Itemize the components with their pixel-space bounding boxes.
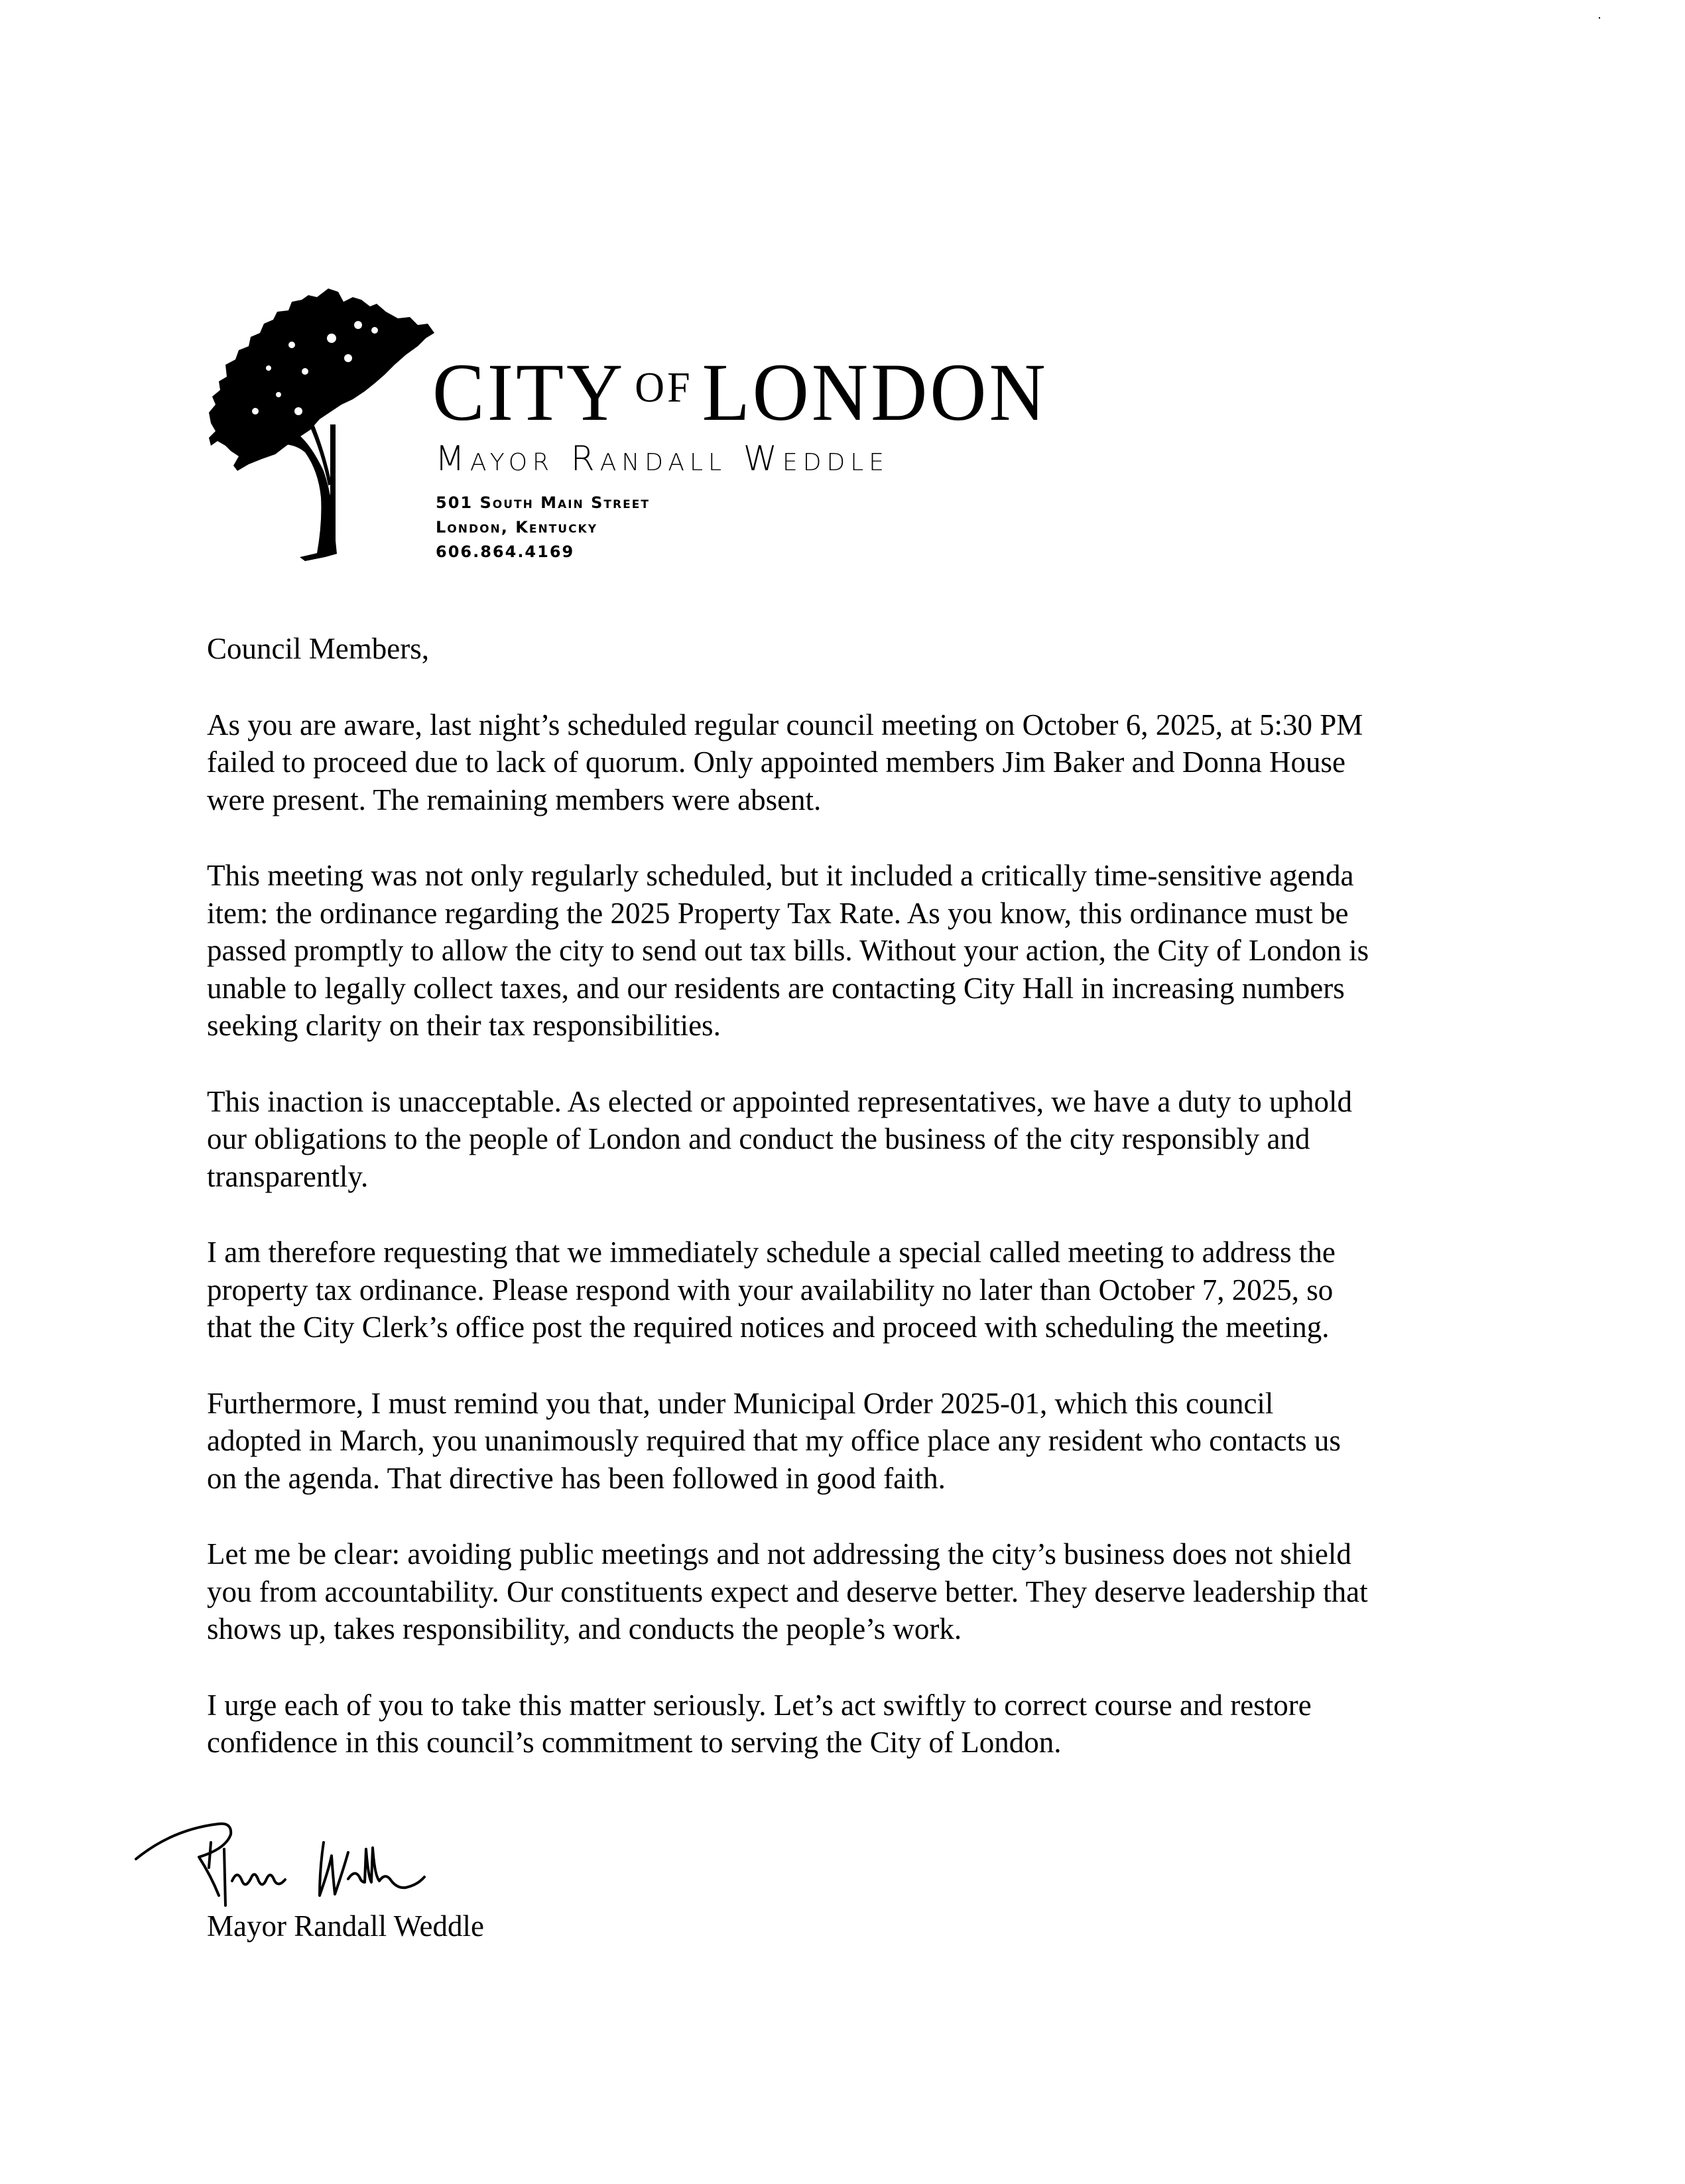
text-line: on the agenda. That directive has been followed in good faith. [207,1461,946,1495]
letterhead [199,272,1326,564]
text-line: passed promptly to allow the city to send out tax bills. Without your action, the City of London is [207,934,1369,967]
text-line: item: the ordinance regarding the 2025 Property Tax Rate. As you know, this ordinance must be [207,896,1349,930]
paragraph-municipal-order [207,1385,1527,1498]
text-line: you from accountability. Our constituents expect and deserve better. They deserve leadership that [207,1574,1368,1608]
text-line: our obligations to the people of London and conduct the business of the city responsibly and [207,1122,1310,1155]
tree-logo-icon [199,272,438,564]
text-line: that the City Clerk’s office post the required notices and proceed with scheduling the meeting. [207,1311,1330,1344]
paragraph-special-meeting [207,1234,1527,1346]
text-line: This inaction is unacceptable. As elected or appointed representatives, we have a duty to uphold [207,1084,1352,1118]
text-line: unable to legally collect taxes, and our residents are contacting City Hall in increasing numbers [207,971,1345,1005]
text-line: confidence in this council’s commitment to serving the City of London. [207,1726,1062,1759]
paragraph-inaction [207,1083,1527,1196]
letter-body [207,630,1527,1800]
scan-speck [1599,17,1600,19]
address-block [436,491,650,564]
paragraph-accountability [207,1535,1527,1648]
text-line: As you are aware, last night’s scheduled regular council meeting on October 6, 2025, at 5:30 PM [207,708,1363,741]
text-line: failed to proceed due to lack of quorum. Only appointed members Jim Baker and Donna House [207,745,1346,779]
text-line: This meeting was not only regularly scheduled, but it included a critically time-sensitive agenda [207,859,1354,892]
text-line: transparently. [207,1159,369,1193]
phone-number: 606.864.4169 [436,543,575,561]
signer-name: Mayor Randall Weddle [207,1909,484,1943]
text-line: Let me be clear: avoiding public meetings and not addressing the city’s business does not shield [207,1537,1351,1571]
handwritten-signature-icon [133,1816,544,1915]
paragraph-quorum [207,706,1527,819]
city-state: London, Kentucky [436,518,598,537]
text-line: Furthermore, I must remind you that, under Municipal Order 2025-01, which this council [207,1386,1274,1420]
salutation: Council Members, [207,632,429,665]
city-word: CITY [432,346,626,438]
text-line: property tax ordinance. Please respond with your availability no later than October 7, 2025, so [207,1273,1334,1307]
text-line: seeking clarity on their tax responsibilities. [207,1009,721,1042]
mayor-name-heading: Mayor Randall Weddle [435,439,890,479]
of-word: OF [635,363,693,412]
text-line: I urge each of you to take this matter seriously. Let’s act swiftly to correct course and restore [207,1688,1312,1722]
text-line: were present. The remaining members were absent. [207,783,822,816]
paragraph-tax-ordinance [207,857,1527,1045]
text-line: I am therefore requesting that we immediately schedule a special called meeting to address the [207,1236,1336,1269]
london-word: LONDON [702,346,1048,438]
text-line: shows up, takes responsibility, and conducts the people’s work. [207,1612,962,1645]
text-line: adopted in March, you unanimously required that my office place any resident who contacts us [207,1424,1341,1457]
paragraph-closing [207,1687,1527,1762]
city-title [432,346,1048,438]
street-address: 501 South Main Street [436,493,650,512]
